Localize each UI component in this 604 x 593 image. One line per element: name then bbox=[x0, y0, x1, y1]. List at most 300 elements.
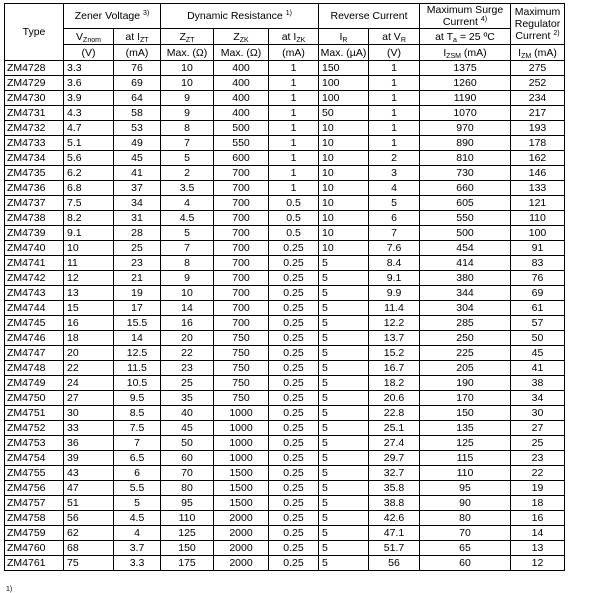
cell-izm: 133 bbox=[511, 181, 565, 196]
cell-ir: 5 bbox=[319, 511, 369, 526]
cell-izt: 8.5 bbox=[114, 406, 161, 421]
cell-izsm: 454 bbox=[420, 241, 511, 256]
cell-izm: 69 bbox=[511, 286, 565, 301]
cell-zzk: 700 bbox=[214, 166, 269, 181]
cell-izk: 0.25 bbox=[269, 496, 319, 511]
cell-zzk: 750 bbox=[214, 361, 269, 376]
cell-type: ZM4761 bbox=[5, 556, 64, 571]
cell-zzk: 400 bbox=[214, 91, 269, 106]
cell-izt: 4 bbox=[114, 526, 161, 541]
cell-vr: 1 bbox=[369, 121, 420, 136]
cell-izk: 1 bbox=[269, 106, 319, 121]
cell-zzk: 2000 bbox=[214, 541, 269, 556]
cell-vz: 15 bbox=[64, 301, 114, 316]
cell-zzt: 9 bbox=[161, 91, 214, 106]
cell-izm: 57 bbox=[511, 316, 565, 331]
cell-vr: 3 bbox=[369, 166, 420, 181]
cell-izm: 110 bbox=[511, 211, 565, 226]
cell-izsm: 344 bbox=[420, 286, 511, 301]
cell-zzt: 175 bbox=[161, 556, 214, 571]
cell-ir: 5 bbox=[319, 331, 369, 346]
cell-type: ZM4756 bbox=[5, 481, 64, 496]
cell-zzt: 70 bbox=[161, 466, 214, 481]
cell-izm: 61 bbox=[511, 301, 565, 316]
cell-vz: 47 bbox=[64, 481, 114, 496]
cell-type: ZM4744 bbox=[5, 301, 64, 316]
cell-izt: 76 bbox=[114, 61, 161, 76]
cell-izt: 49 bbox=[114, 136, 161, 151]
cell-izk: 0.25 bbox=[269, 436, 319, 451]
cell-izt: 17 bbox=[114, 301, 161, 316]
cell-izk: 0.25 bbox=[269, 511, 319, 526]
cell-vz: 20 bbox=[64, 346, 114, 361]
table-row bbox=[5, 436, 565, 451]
cell-type: ZM4752 bbox=[5, 421, 64, 436]
cell-vz: 33 bbox=[64, 421, 114, 436]
cell-izk: 1 bbox=[269, 136, 319, 151]
cell-izt: 37 bbox=[114, 181, 161, 196]
cell-izk: 0.25 bbox=[269, 331, 319, 346]
cell-izm: 12 bbox=[511, 556, 565, 571]
table-row bbox=[5, 241, 565, 256]
cell-zzt: 8 bbox=[161, 256, 214, 271]
cell-izsm: 135 bbox=[420, 421, 511, 436]
cell-vz: 3.9 bbox=[64, 91, 114, 106]
cell-ir: 5 bbox=[319, 496, 369, 511]
col-zener-voltage-header: Zener Voltage $^{3)}$ bbox=[64, 4, 161, 29]
cell-ir: 10 bbox=[319, 211, 369, 226]
cell-zzk: 700 bbox=[214, 241, 269, 256]
table-row bbox=[5, 211, 565, 226]
cell-izm: 19 bbox=[511, 481, 565, 496]
cell-zzt: 35 bbox=[161, 391, 214, 406]
cell-type: ZM4739 bbox=[5, 226, 64, 241]
cell-zzk: 750 bbox=[214, 346, 269, 361]
cell-zzt: 110 bbox=[161, 511, 214, 526]
cell-izk: 0.25 bbox=[269, 376, 319, 391]
cell-ir: 5 bbox=[319, 361, 369, 376]
cell-izt: 21 bbox=[114, 271, 161, 286]
cell-izsm: 550 bbox=[420, 211, 511, 226]
cell-ir: 5 bbox=[319, 526, 369, 541]
cell-izt: 14 bbox=[114, 331, 161, 346]
table-row bbox=[5, 196, 565, 211]
cell-ir: 10 bbox=[319, 136, 369, 151]
cell-vr: 2 bbox=[369, 151, 420, 166]
cell-vr: 11.4 bbox=[369, 301, 420, 316]
cell-izt: 7.5 bbox=[114, 421, 161, 436]
cell-vz: 5.6 bbox=[64, 151, 114, 166]
unit-izt: (mA) bbox=[114, 45, 161, 61]
cell-izsm: 304 bbox=[420, 301, 511, 316]
cell-type: ZM4742 bbox=[5, 271, 64, 286]
cell-izt: 19 bbox=[114, 286, 161, 301]
cell-vz: 22 bbox=[64, 361, 114, 376]
cell-ir: 10 bbox=[319, 196, 369, 211]
table-row bbox=[5, 391, 565, 406]
cell-zzk: 2000 bbox=[214, 511, 269, 526]
cell-type: ZM4735 bbox=[5, 166, 64, 181]
cell-vz: 13 bbox=[64, 286, 114, 301]
cell-izt: 12.5 bbox=[114, 346, 161, 361]
cell-type: ZM4751 bbox=[5, 406, 64, 421]
cell-izsm: 190 bbox=[420, 376, 511, 391]
cell-izk: 0.25 bbox=[269, 421, 319, 436]
cell-zzt: 8 bbox=[161, 121, 214, 136]
cell-izk: 0.25 bbox=[269, 271, 319, 286]
cell-vr: 7.6 bbox=[369, 241, 420, 256]
cell-vz: 3.3 bbox=[64, 61, 114, 76]
cell-izt: 69 bbox=[114, 76, 161, 91]
zzk-symbol: $Z_{ZK}$ bbox=[214, 29, 269, 45]
cell-izm: 16 bbox=[511, 511, 565, 526]
cell-vz: 24 bbox=[64, 376, 114, 391]
cell-zzt: 9 bbox=[161, 106, 214, 121]
cell-izk: 0.25 bbox=[269, 466, 319, 481]
cell-vz: 4.7 bbox=[64, 121, 114, 136]
cell-izt: 31 bbox=[114, 211, 161, 226]
cell-ir: 5 bbox=[319, 436, 369, 451]
cell-type: ZM4745 bbox=[5, 316, 64, 331]
cell-izsm: 80 bbox=[420, 511, 511, 526]
cell-izm: 34 bbox=[511, 391, 565, 406]
cell-vz: 9.1 bbox=[64, 226, 114, 241]
table-row bbox=[5, 181, 565, 196]
cell-izsm: 90 bbox=[420, 496, 511, 511]
table-body bbox=[5, 61, 565, 571]
unit-ir: Max. (µA) bbox=[319, 45, 369, 61]
cell-type: ZM4729 bbox=[5, 76, 64, 91]
cell-vz: 6.2 bbox=[64, 166, 114, 181]
cell-izsm: 95 bbox=[420, 481, 511, 496]
cell-izm: 76 bbox=[511, 271, 565, 286]
cell-izsm: 250 bbox=[420, 331, 511, 346]
cell-ir: 10 bbox=[319, 166, 369, 181]
cell-vz: 3.6 bbox=[64, 76, 114, 91]
cell-izsm: 1260 bbox=[420, 76, 511, 91]
cell-izm: 14 bbox=[511, 526, 565, 541]
cell-izt: 28 bbox=[114, 226, 161, 241]
cell-izk: 1 bbox=[269, 181, 319, 196]
cell-izm: 18 bbox=[511, 496, 565, 511]
cell-zzk: 400 bbox=[214, 76, 269, 91]
cell-zzk: 500 bbox=[214, 121, 269, 136]
cell-vz: 6.8 bbox=[64, 181, 114, 196]
cell-izm: 38 bbox=[511, 376, 565, 391]
cell-zzt: 95 bbox=[161, 496, 214, 511]
table-row bbox=[5, 421, 565, 436]
cell-type: ZM4740 bbox=[5, 241, 64, 256]
cell-zzt: 23 bbox=[161, 361, 214, 376]
table-row bbox=[5, 301, 565, 316]
cell-vz: 30 bbox=[64, 406, 114, 421]
cell-izm: 22 bbox=[511, 466, 565, 481]
cell-izt: 3.3 bbox=[114, 556, 161, 571]
col-type-header: Type bbox=[5, 4, 64, 61]
cell-izt: 53 bbox=[114, 121, 161, 136]
cell-zzk: 550 bbox=[214, 136, 269, 151]
cell-type: ZM4737 bbox=[5, 196, 64, 211]
cell-izk: 1 bbox=[269, 61, 319, 76]
table-row bbox=[5, 406, 565, 421]
cell-izsm: 150 bbox=[420, 406, 511, 421]
cell-izsm: 1375 bbox=[420, 61, 511, 76]
cell-vr: 12.2 bbox=[369, 316, 420, 331]
cell-vr: 20.6 bbox=[369, 391, 420, 406]
unit-zzt: Max. (Ω) bbox=[161, 45, 214, 61]
header-row-units bbox=[5, 45, 565, 61]
cell-zzk: 1000 bbox=[214, 406, 269, 421]
cell-ir: 5 bbox=[319, 466, 369, 481]
cell-ir: 150 bbox=[319, 61, 369, 76]
cell-izk: 1 bbox=[269, 166, 319, 181]
cell-vz: 39 bbox=[64, 451, 114, 466]
cell-izt: 64 bbox=[114, 91, 161, 106]
cell-vr: 9.1 bbox=[369, 271, 420, 286]
cell-zzt: 45 bbox=[161, 421, 214, 436]
cell-izsm: 205 bbox=[420, 361, 511, 376]
table-row bbox=[5, 556, 565, 571]
cell-type: ZM4749 bbox=[5, 376, 64, 391]
table-row bbox=[5, 136, 565, 151]
cell-zzk: 700 bbox=[214, 211, 269, 226]
cell-ir: 5 bbox=[319, 391, 369, 406]
cell-zzt: 80 bbox=[161, 481, 214, 496]
cell-izm: 30 bbox=[511, 406, 565, 421]
cell-izk: 0.25 bbox=[269, 526, 319, 541]
cell-izsm: 1190 bbox=[420, 91, 511, 106]
cell-ir: 10 bbox=[319, 151, 369, 166]
cell-zzk: 1500 bbox=[214, 481, 269, 496]
cell-zzk: 1000 bbox=[214, 421, 269, 436]
cell-zzt: 125 bbox=[161, 526, 214, 541]
cell-vr: 16.7 bbox=[369, 361, 420, 376]
cell-zzk: 1500 bbox=[214, 496, 269, 511]
cell-izsm: 125 bbox=[420, 436, 511, 451]
cell-izm: 162 bbox=[511, 151, 565, 166]
cell-zzk: 700 bbox=[214, 181, 269, 196]
table-row bbox=[5, 376, 565, 391]
cell-izsm: 70 bbox=[420, 526, 511, 541]
cell-zzt: 7 bbox=[161, 241, 214, 256]
cell-izk: 0.25 bbox=[269, 346, 319, 361]
cell-izsm: 890 bbox=[420, 136, 511, 151]
cell-ir: 50 bbox=[319, 106, 369, 121]
table-row bbox=[5, 511, 565, 526]
cell-zzt: 4 bbox=[161, 196, 214, 211]
cell-vr: 15.2 bbox=[369, 346, 420, 361]
cell-ir: 5 bbox=[319, 421, 369, 436]
cell-izm: 217 bbox=[511, 106, 565, 121]
cell-izt: 41 bbox=[114, 166, 161, 181]
cell-zzt: 2 bbox=[161, 166, 214, 181]
zzt-symbol: $Z_{ZT}$ bbox=[161, 29, 214, 45]
table-row bbox=[5, 316, 565, 331]
cell-type: ZM4732 bbox=[5, 121, 64, 136]
cell-zzk: 750 bbox=[214, 331, 269, 346]
cell-ir: 100 bbox=[319, 76, 369, 91]
cell-izk: 0.25 bbox=[269, 481, 319, 496]
cell-izk: 0.25 bbox=[269, 451, 319, 466]
cell-izsm: 110 bbox=[420, 466, 511, 481]
table-row bbox=[5, 451, 565, 466]
cell-vr: 32.7 bbox=[369, 466, 420, 481]
cell-zzk: 700 bbox=[214, 271, 269, 286]
unit-vr: (V) bbox=[369, 45, 420, 61]
table-row bbox=[5, 76, 565, 91]
cell-ir: 10 bbox=[319, 121, 369, 136]
cell-vr: 25.1 bbox=[369, 421, 420, 436]
cell-izm: 121 bbox=[511, 196, 565, 211]
cell-ir: 5 bbox=[319, 481, 369, 496]
cell-vr: 6 bbox=[369, 211, 420, 226]
cell-type: ZM4754 bbox=[5, 451, 64, 466]
cell-ir: 5 bbox=[319, 376, 369, 391]
cell-izsm: 170 bbox=[420, 391, 511, 406]
cell-zzt: 7 bbox=[161, 136, 214, 151]
cell-izt: 25 bbox=[114, 241, 161, 256]
cell-zzk: 600 bbox=[214, 151, 269, 166]
cell-type: ZM4734 bbox=[5, 151, 64, 166]
cell-zzk: 400 bbox=[214, 61, 269, 76]
table-row bbox=[5, 121, 565, 136]
cell-izk: 0.25 bbox=[269, 391, 319, 406]
cell-zzt: 40 bbox=[161, 406, 214, 421]
cell-type: ZM4760 bbox=[5, 541, 64, 556]
cell-izk: 0.5 bbox=[269, 226, 319, 241]
cell-vr: 4 bbox=[369, 181, 420, 196]
cell-zzk: 1000 bbox=[214, 451, 269, 466]
cell-vz: 18 bbox=[64, 331, 114, 346]
cell-ir: 10 bbox=[319, 226, 369, 241]
table-row bbox=[5, 481, 565, 496]
unit-izm: $I_{ZM}$ (mA) bbox=[511, 45, 565, 61]
cell-zzk: 700 bbox=[214, 301, 269, 316]
table-row bbox=[5, 61, 565, 76]
cell-izsm: 414 bbox=[420, 256, 511, 271]
table-row bbox=[5, 346, 565, 361]
cell-izt: 23 bbox=[114, 256, 161, 271]
table-row bbox=[5, 361, 565, 376]
cell-izsm: 60 bbox=[420, 556, 511, 571]
col-reverse-current-header: Reverse Current bbox=[319, 4, 420, 29]
cell-izk: 0.25 bbox=[269, 301, 319, 316]
cell-izt: 4.5 bbox=[114, 511, 161, 526]
cell-izm: 27 bbox=[511, 421, 565, 436]
cell-ir: 5 bbox=[319, 256, 369, 271]
cell-izk: 0.5 bbox=[269, 211, 319, 226]
cell-izt: 15.5 bbox=[114, 316, 161, 331]
col-surge-current-header: Maximum Surge Current $^{4)}$ bbox=[420, 4, 511, 29]
cell-vz: 16 bbox=[64, 316, 114, 331]
cell-vz: 51 bbox=[64, 496, 114, 511]
at-ta-label: at $T_a = 25$ ºC bbox=[420, 29, 511, 45]
cell-izm: 91 bbox=[511, 241, 565, 256]
cell-ir: 5 bbox=[319, 301, 369, 316]
cell-izm: 45 bbox=[511, 346, 565, 361]
ir-symbol: $I_R$ bbox=[319, 29, 369, 45]
cell-vr: 42.6 bbox=[369, 511, 420, 526]
cell-vz: 8.2 bbox=[64, 211, 114, 226]
cell-zzk: 2000 bbox=[214, 556, 269, 571]
cell-izk: 1 bbox=[269, 151, 319, 166]
cell-izm: 23 bbox=[511, 451, 565, 466]
cell-vz: 11 bbox=[64, 256, 114, 271]
cell-type: ZM4730 bbox=[5, 91, 64, 106]
cell-vz: 5.1 bbox=[64, 136, 114, 151]
cell-izt: 34 bbox=[114, 196, 161, 211]
cell-izsm: 115 bbox=[420, 451, 511, 466]
cell-vr: 38.8 bbox=[369, 496, 420, 511]
table-row bbox=[5, 166, 565, 181]
cell-vz: 12 bbox=[64, 271, 114, 286]
cell-ir: 5 bbox=[319, 541, 369, 556]
at-izk-label: at $I_{ZK}$ bbox=[269, 29, 319, 45]
cell-izm: 100 bbox=[511, 226, 565, 241]
cell-izk: 0.25 bbox=[269, 316, 319, 331]
table-row bbox=[5, 331, 565, 346]
cell-type: ZM4759 bbox=[5, 526, 64, 541]
unit-izk: (mA) bbox=[269, 45, 319, 61]
cell-zzt: 16 bbox=[161, 316, 214, 331]
cell-izk: 0.25 bbox=[269, 541, 319, 556]
table-row bbox=[5, 106, 565, 121]
cell-zzt: 4.5 bbox=[161, 211, 214, 226]
header-row-2 bbox=[5, 29, 565, 45]
cell-izt: 10.5 bbox=[114, 376, 161, 391]
cell-zzt: 20 bbox=[161, 331, 214, 346]
cell-izsm: 810 bbox=[420, 151, 511, 166]
cell-zzk: 700 bbox=[214, 286, 269, 301]
cell-ir: 5 bbox=[319, 556, 369, 571]
cell-type: ZM4758 bbox=[5, 511, 64, 526]
cell-vz: 27 bbox=[64, 391, 114, 406]
cell-ir: 5 bbox=[319, 406, 369, 421]
cell-type: ZM4757 bbox=[5, 496, 64, 511]
cell-vr: 1 bbox=[369, 61, 420, 76]
cell-vr: 1 bbox=[369, 106, 420, 121]
cell-ir: 5 bbox=[319, 316, 369, 331]
cell-izm: 178 bbox=[511, 136, 565, 151]
cell-type: ZM4741 bbox=[5, 256, 64, 271]
cell-zzt: 3.5 bbox=[161, 181, 214, 196]
cell-zzk: 700 bbox=[214, 196, 269, 211]
cell-vr: 35.8 bbox=[369, 481, 420, 496]
at-vr-label: at $V_R$ bbox=[369, 29, 420, 45]
cell-ir: 10 bbox=[319, 181, 369, 196]
cell-vr: 18.2 bbox=[369, 376, 420, 391]
cell-type: ZM4738 bbox=[5, 211, 64, 226]
cell-izsm: 660 bbox=[420, 181, 511, 196]
cell-zzk: 750 bbox=[214, 376, 269, 391]
cell-izm: 146 bbox=[511, 166, 565, 181]
cell-izk: 0.25 bbox=[269, 406, 319, 421]
vznom-symbol: $V_{Znom}$ bbox=[64, 29, 114, 45]
cell-izk: 0.5 bbox=[269, 196, 319, 211]
col-dynamic-resistance-header: Dynamic Resistance $^{1)}$ bbox=[161, 4, 319, 29]
cell-vr: 9.9 bbox=[369, 286, 420, 301]
cell-izk: 1 bbox=[269, 76, 319, 91]
cell-zzk: 750 bbox=[214, 391, 269, 406]
cell-izm: 25 bbox=[511, 436, 565, 451]
cell-izm: 234 bbox=[511, 91, 565, 106]
cell-type: ZM4728 bbox=[5, 61, 64, 76]
cell-zzt: 14 bbox=[161, 301, 214, 316]
cell-zzt: 9 bbox=[161, 271, 214, 286]
cell-vr: 22.8 bbox=[369, 406, 420, 421]
cell-type: ZM4750 bbox=[5, 391, 64, 406]
table-row bbox=[5, 496, 565, 511]
